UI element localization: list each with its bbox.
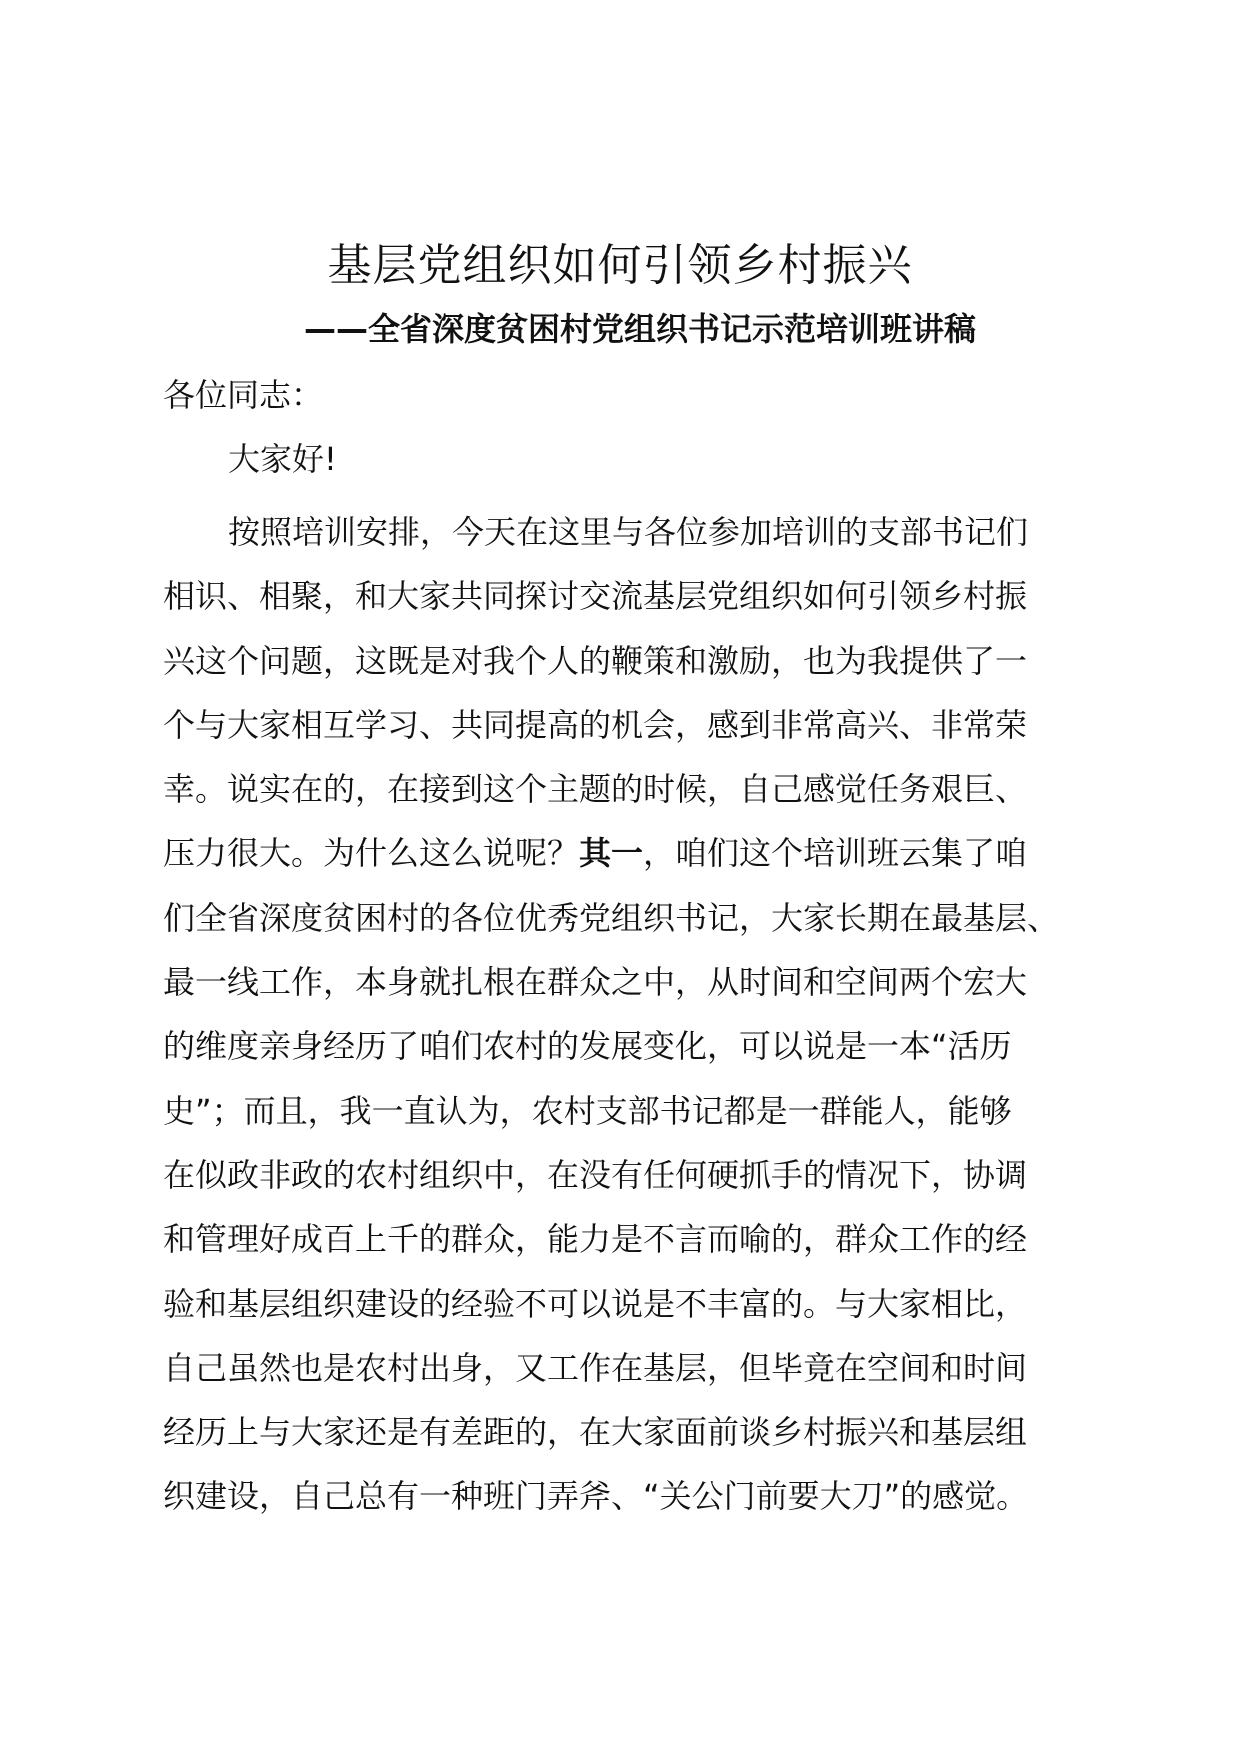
bold-keyword: 其一 <box>579 834 644 873</box>
body-line: 验和基层组织建设的经验不可以说是不丰富的。与大家相比， <box>163 1284 1028 1323</box>
document-title: 基层党组织如何引领乡村振兴 <box>327 240 913 291</box>
body-line: 自己虽然也是农村出身，又工作在基层，但毕竟在空间和时间 <box>163 1348 1028 1387</box>
body-line: 的维度亲身经历了咱们农村的发展变化，可以说是一本“活历 <box>163 1027 1012 1066</box>
body-line: 史”；而且，我一直认为，农村支部书记都是一群能人，能够 <box>163 1091 1012 1130</box>
body-line <box>163 821 1093 885</box>
body-line: 相识、相聚，和大家共同探讨交流基层党组织如何引领乡村振 <box>163 577 1028 616</box>
body-line-text: ，咱们这个培训班云集了咱 <box>643 834 1028 873</box>
body-line: 最一线工作，本身就扎根在群众之中，从时间和空间两个宏大 <box>163 963 1028 1002</box>
body-line-text: 压力很大。为什么这么说呢？ <box>163 834 580 873</box>
body-line: 织建设，自己总有一种班门弄斧、“关公门前要大刀”的感觉。 <box>163 1477 1029 1516</box>
body-line: 兴这个问题，这既是对我个人的鞭策和激励，也为我提供了一 <box>163 641 1028 680</box>
body-line: 和管理好成百上千的群众，能力是不言而喻的，群众工作的经 <box>163 1220 1028 1259</box>
body-line: 在似政非政的农村组织中，在没有任何硬抓手的情况下，协调 <box>163 1155 1028 1194</box>
body-paragraph <box>163 500 1093 1529</box>
body-line: 经历上与大家还是有差距的，在大家面前谈乡村振兴和基层组 <box>163 1413 1028 1452</box>
body-line: 个与大家相互学习、共同提高的机会，感到非常高兴、非常荣 <box>163 705 1028 744</box>
body-line: 们全省深度贫困村的各位优秀党组织书记，大家长期在最基层、 <box>163 898 1060 937</box>
greeting: 大家好! <box>228 440 337 478</box>
body-line: 按照培训安排，今天在这里与各位参加培训的支部书记们 <box>228 513 1029 551</box>
document-subtitle: ——全省深度贫困村党组织书记示范培训班讲稿 <box>303 310 976 348</box>
body-line: 幸。说实在的，在接到这个主题的时候，自己感觉任务艰巨、 <box>163 770 1028 809</box>
salutation: 各位同志： <box>163 376 324 414</box>
